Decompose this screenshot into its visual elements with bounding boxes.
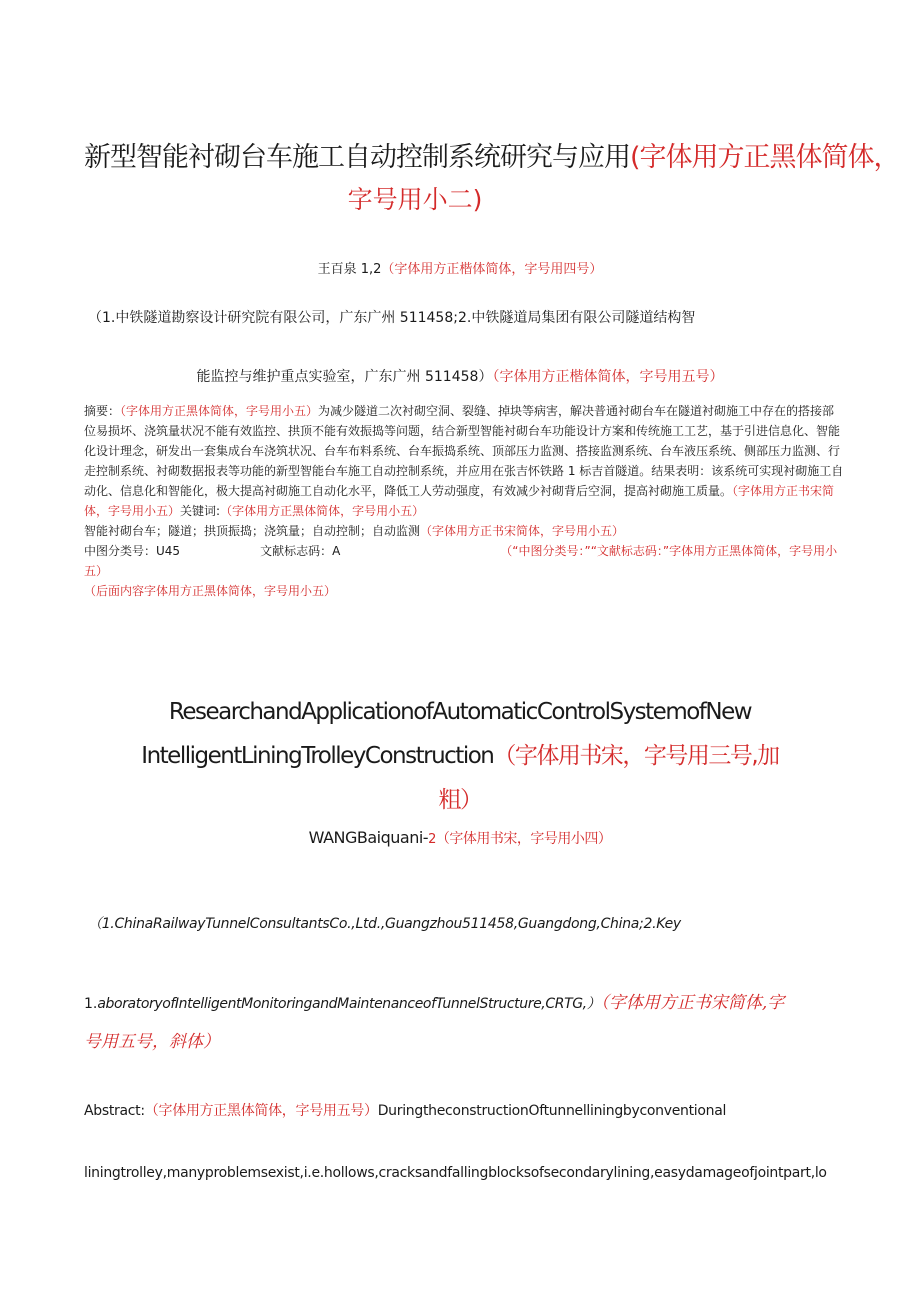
- abstract-body: 为减少隧道二次衬砌空洞、裂缝、掉块等病害，解决普通衬砌台车在隧道衬砌施工中存在的搭接部位易损坏、浇筑量状况不能有效监控、拱顶不能有效振捣等问题，结合新型智能衬砌台车功能设计方案和传统施工工艺，基于引进信息化、智能化设计理念，研发出一套集成台车浇筑状况、台车布料系统、台车振捣系统、顶部压力监测、搭接监测系统、台车液压系统、侧部压力监测、行走控制系统、衬砌数据报表等功能的新型智能台车施工自动控制系统，并应用在张吉怀铁路 1 标吉首隧道。结果表明：该系统可实现衬砌施工自动化、信息化和智能化，极大提高衬砌施工自动化水平，降低工人劳动强度，有效减少衬砌背后空洞，提高衬砌施工质量。: [84, 404, 844, 498]
- english-affiliation-note-2: 号用五号，斜体）: [84, 1032, 220, 1052]
- english-title-text-2: IntelligentLiningTrolleyConstruction: [141, 743, 494, 769]
- author-format-note: （字体用方正楷体简体，字号用四号）: [381, 262, 603, 277]
- affiliation-line-2: [0, 366, 920, 386]
- keywords-label: 关键词:: [180, 504, 221, 518]
- english-affiliation-block: [84, 984, 844, 1062]
- title-format-note: (字体用方正黑体简体，: [630, 142, 900, 173]
- affiliation-text-2: 能监控与维护重点实验室，广东广州 511458）: [196, 369, 493, 385]
- abstract-block: [84, 401, 844, 601]
- english-affiliation-note: （字体用方正书宋简体,字: [600, 993, 785, 1013]
- clc-note: （“中图分类号：”“文献标志码：”字体用方正黑体简体，字号用小五）: [84, 544, 838, 578]
- english-abstract-line-2: liningtrolley,manyproblemsexist,i.e.hollows,cracksandfallingblocksofsecondarylining,easydamageofjointpart,lo: [84, 1165, 827, 1181]
- english-abstract-label: Abstract:: [84, 1103, 145, 1119]
- abstract-label-note: （字体用方正黑体简体，字号用小五）: [120, 404, 319, 418]
- english-affiliation-text-2: aboratoryofIntelligentMonitoringandMaintenanceofTunnelStructure,CRTG,）: [97, 996, 601, 1012]
- title-line-2: [0, 180, 920, 216]
- english-author-note: （字体用书宋，字号用小四）: [435, 831, 612, 847]
- document-code: 文献标志码：A: [260, 544, 341, 558]
- following-prefix: （后面内容: [84, 584, 145, 598]
- english-author-sup: 2: [428, 832, 436, 847]
- author-line: [0, 258, 920, 277]
- english-affiliation-prefix: 1.: [84, 996, 98, 1012]
- affiliation-text-1: （1.中铁隧道勘察设计研究院有限公司，广东广州 511458;2.中铁隧道局集团有限公司隧道结构智: [88, 310, 696, 326]
- abstract-label: 摘要：: [84, 404, 121, 418]
- keywords-label-note: （字体用方正黑体简体，字号用小五）: [220, 504, 425, 518]
- clc-number: 中图分类号：U45: [84, 544, 181, 558]
- english-abstract-text-1: DuringtheconstructionOftunnelliningbyconventional: [377, 1103, 727, 1119]
- english-title-note-2: 粗）: [438, 787, 482, 813]
- english-author-line: [0, 828, 920, 848]
- affiliation-format-note: （字体用方正楷体简体，字号用五号）: [492, 369, 724, 385]
- keywords-note: （字体用方正书宋简体，字号用小五）: [420, 524, 625, 538]
- title-format-note-2: 字号用小二): [347, 185, 483, 214]
- affiliation-line-1: [88, 307, 695, 327]
- english-abstract-line-1: [84, 1100, 726, 1120]
- english-title-line-1: ResearchandApplicationofAutomaticControlSystemofNew: [168, 699, 752, 725]
- english-author-name: WANGBaiquani-: [308, 828, 429, 847]
- english-title: [0, 690, 920, 822]
- following-note: 字体用方正黑体简体，字号用小五）: [144, 584, 337, 598]
- author-name: 王百泉 1,2: [317, 262, 382, 277]
- abstract-body-note: （字体用方正书宋简体，字号用小五）: [84, 484, 835, 518]
- english-title-line-2: [0, 734, 920, 778]
- title-line-1: [84, 135, 900, 174]
- english-title-note: （字体用书宋，字号用三号,加: [493, 743, 779, 769]
- title-text: 新型智能衬砌台车施工自动控制系统研究与应用: [84, 142, 630, 173]
- english-abstract-label-note: （字体用方正黑体简体，字号用五号）: [144, 1103, 378, 1119]
- english-affiliation-line-1: （1.ChinaRailwayTunnelConsultantsCo.,Ltd.,Guangzhou511458,Guangdong,China;2.Key: [88, 916, 681, 932]
- keywords-list: 智能衬砌台车；隧道；拱顶振捣；浇筑量；自动控制；自动监测: [84, 524, 421, 538]
